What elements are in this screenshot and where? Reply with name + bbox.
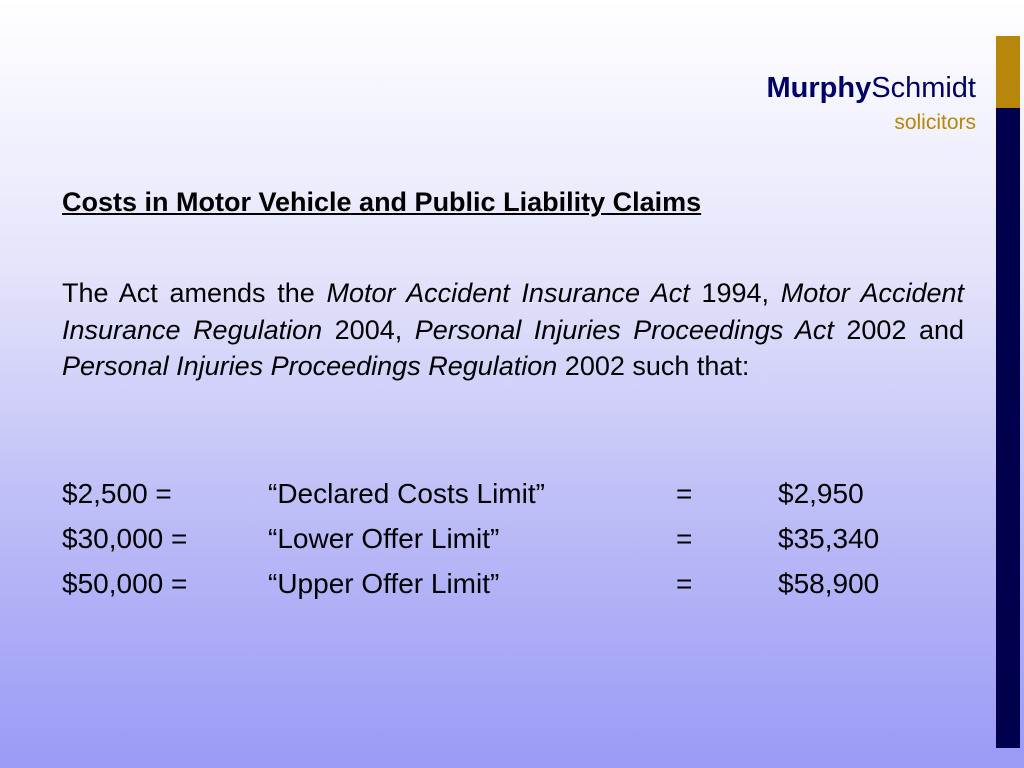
decorative-bar-gold (996, 36, 1020, 108)
equals-sign: = (676, 568, 693, 599)
decorative-bar-navy (996, 108, 1020, 748)
limit-row (62, 519, 942, 564)
logo-name-regular: Schmidt (871, 72, 976, 104)
limit-row (62, 564, 942, 609)
new-amount: $35,340 (778, 523, 880, 554)
limit-name: “Upper Offer Limit” (268, 568, 500, 599)
old-amount: $30,000 = (62, 523, 188, 554)
para-text-1: The Act amends the (62, 278, 327, 308)
logo-subtitle: solicitors (894, 111, 976, 134)
company-logo (767, 70, 976, 136)
slide-title: Costs in Motor Vehicle and Public Liability Claims (62, 187, 702, 217)
para-text-2: 1994, (689, 278, 781, 308)
equals-sign: = (676, 478, 693, 509)
old-amount: $2,500 = (62, 478, 172, 509)
new-amount: $58,900 (778, 568, 880, 599)
limits-table (62, 474, 942, 609)
para-text-3: 2004, (322, 314, 415, 345)
old-amount: $50,000 = (62, 568, 188, 599)
para-text-4: 2002 and (833, 314, 964, 345)
logo-name (767, 70, 976, 106)
para-act-3: Personal Injuries Proceedings Act (414, 314, 834, 345)
para-act-1: Motor Accident Insurance Act (326, 278, 690, 308)
limit-name: “Declared Costs Limit” (268, 478, 545, 509)
logo-name-bold: Murphy (766, 72, 872, 104)
limit-name: “Lower Offer Limit” (268, 523, 500, 554)
new-amount: $2,950 (778, 478, 864, 509)
equals-sign: = (676, 523, 693, 554)
para-text-5: 2002 such that: (557, 351, 750, 381)
para-act-4: Personal Injuries Proceedings Regulation (62, 351, 558, 381)
para-act-2: Motor Accident Insurance Regulation (62, 278, 964, 345)
body-paragraph (62, 275, 964, 385)
limit-row (62, 474, 942, 519)
